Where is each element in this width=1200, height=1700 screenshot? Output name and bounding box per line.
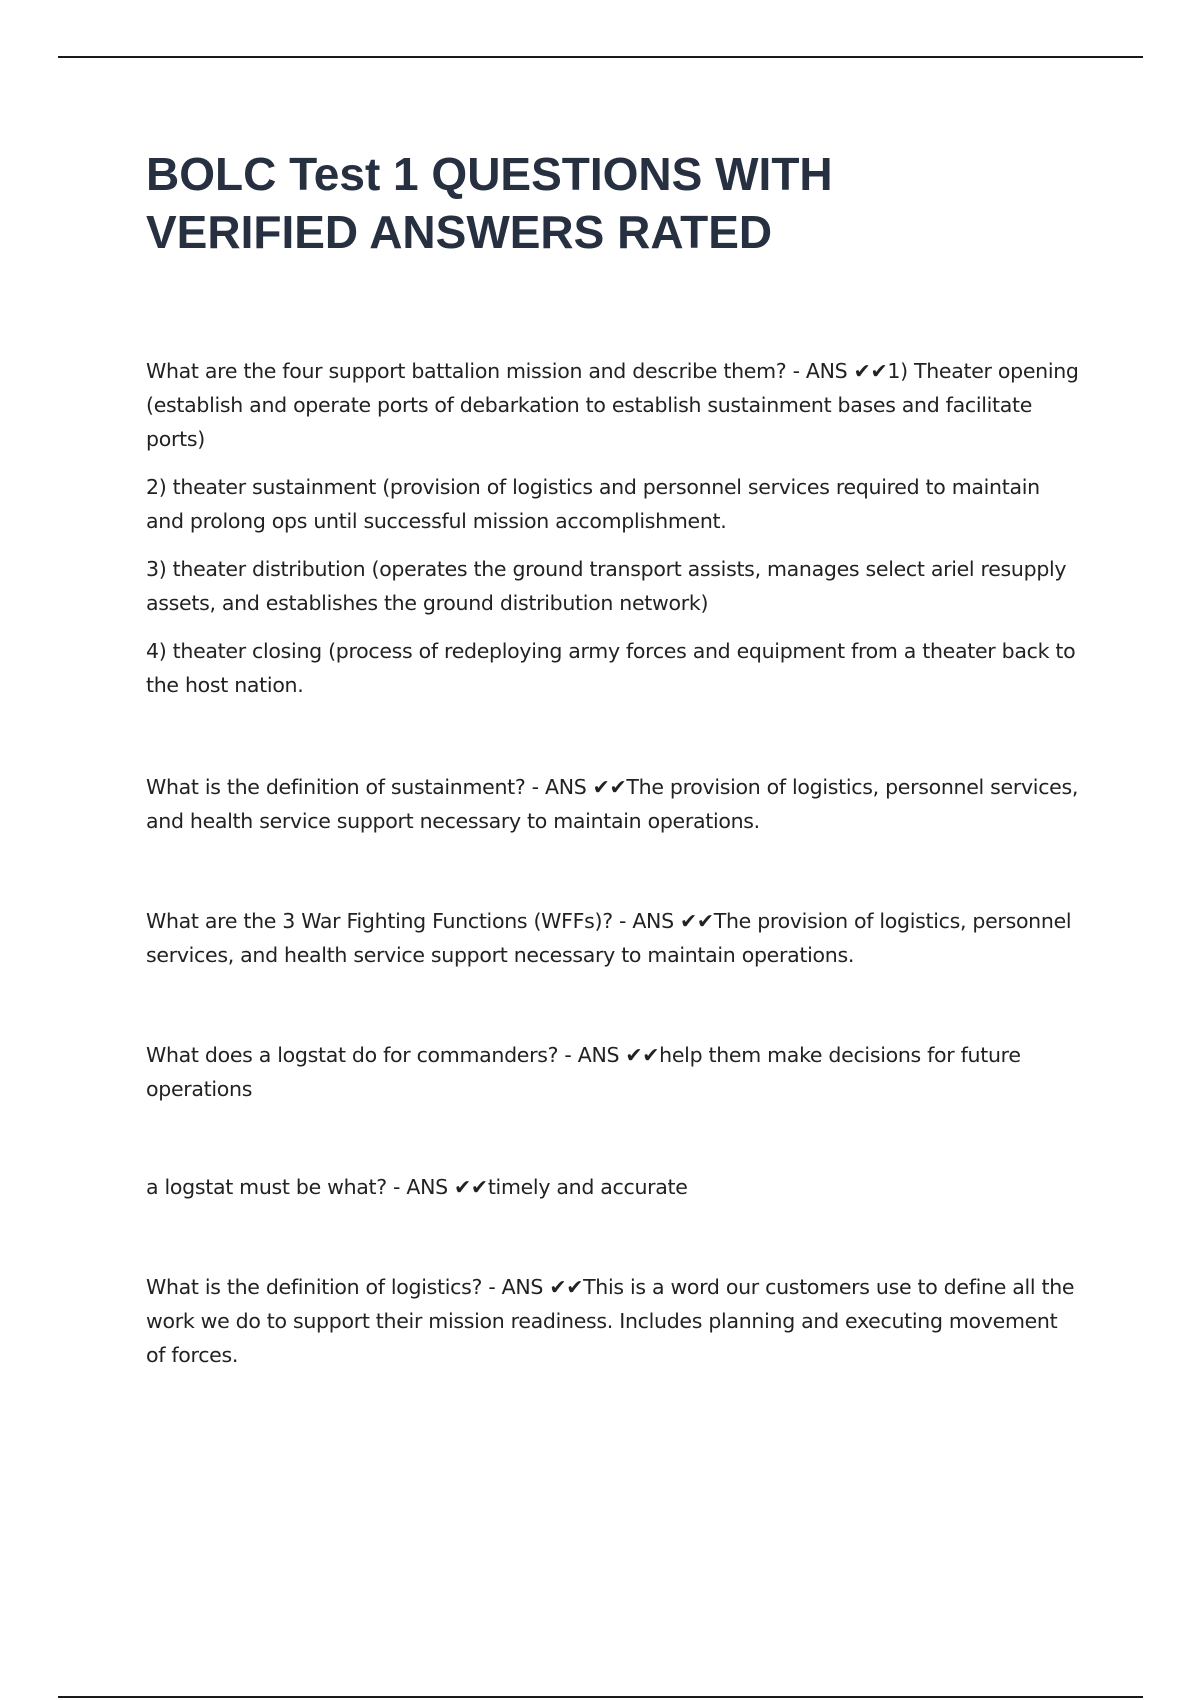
title-line-2: VERIFIED ANSWERS RATED [146,206,773,258]
qa-item [146,1170,1081,1204]
bottom-rule [58,1696,1143,1698]
qa-item [146,1038,1081,1106]
qa-paragraph: 3) theater distribution (operates the ground transport assists, manages select ariel resupply assets, and establishes the ground distribution network) [146,557,1067,615]
qa-paragraph: What are the 3 War Fighting Functions (WFFs)? - ANS ✔✔The provision of logistics, personnel services, and health service support necessary to maintain operations. [146,909,1072,967]
document-title [146,145,1046,261]
qa-list [146,354,1081,1438]
qa-item [146,770,1081,838]
qa-paragraph: 2) theater sustainment (provision of logistics and personnel services required to maintain and prolong ops until successful mission accomplishment. [146,475,1040,533]
qa-paragraph: What is the definition of logistics? - ANS ✔✔This is a word our customers use to define all the work we do to support their mission readiness. Includes planning and executing movement of forces. [146,1275,1075,1367]
top-rule [58,56,1143,58]
qa-item [146,354,1081,702]
qa-paragraph: a logstat must be what? - ANS ✔✔timely and accurate [146,1175,688,1199]
qa-item [146,904,1081,972]
qa-paragraph: What is the definition of sustainment? - ANS ✔✔The provision of logistics, personnel services, and health service support necessary to maintain operations. [146,775,1079,833]
qa-paragraph: 4) theater closing (process of redeploying army forces and equipment from a theater back to the host nation. [146,639,1076,697]
qa-paragraph: What are the four support battalion mission and describe them? - ANS ✔✔1) Theater opening (establish and operate ports of debarkation to establish sustainment bases and facilitate ports) [146,359,1079,451]
qa-paragraph: What does a logstat do for commanders? - ANS ✔✔help them make decisions for future operations [146,1043,1021,1101]
qa-item [146,1270,1081,1372]
title-line-1: BOLC Test 1 QUESTIONS WITH [146,148,833,200]
